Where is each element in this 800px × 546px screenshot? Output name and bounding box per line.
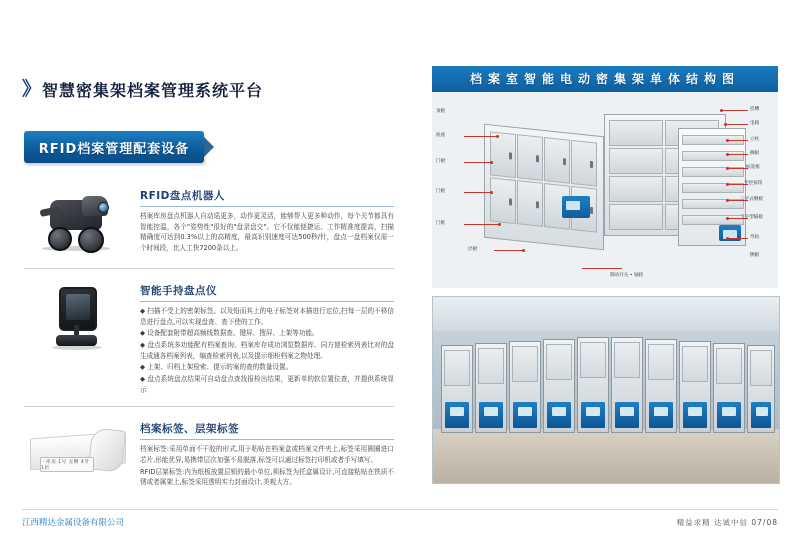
leader-dot bbox=[724, 123, 727, 126]
label-roll-icon bbox=[24, 419, 130, 491]
photo-cabinet bbox=[543, 339, 575, 433]
diagram-label: 制动开关 • 轴轮 bbox=[610, 273, 644, 278]
list-item-text bbox=[140, 306, 394, 395]
list-item-title: RFID盘点机器人 bbox=[140, 188, 394, 207]
diagram-label: 门板 bbox=[436, 159, 446, 164]
photo-cabinet bbox=[611, 337, 643, 433]
page-header bbox=[22, 78, 263, 101]
leader-line bbox=[464, 224, 500, 225]
diagram-label: 门板 bbox=[436, 189, 446, 194]
leader-line bbox=[728, 140, 748, 141]
diagram-label: 手控按钮 bbox=[744, 181, 763, 186]
photo-cabinet bbox=[441, 345, 473, 433]
diagram-label: 顶板 bbox=[436, 109, 446, 114]
diagram-label: 丁字型隔板 bbox=[740, 215, 763, 220]
leader-line bbox=[726, 124, 748, 125]
paragraph: ◆ 设备配套附带超高频线数据查、键屏、搜屏、上架等功能。 bbox=[140, 329, 319, 338]
page-title: 智慧密集架档案管理系统平台 bbox=[42, 81, 264, 100]
photo-cabinet bbox=[713, 343, 745, 433]
leader-dot bbox=[726, 139, 729, 142]
list-item-body bbox=[140, 419, 394, 491]
section-ribbon bbox=[24, 131, 204, 163]
diagram-label: 门框 bbox=[436, 221, 446, 226]
diagram-title: 档案室智能电动密集架单体结构图 bbox=[469, 72, 740, 86]
label-sample-text: 一库房 1号 左侧 4节 1层 bbox=[41, 459, 90, 471]
paragraph: ◆ 盘点系统多功能配有档案查询、档案库存成功浏览数据库、同方便检索列表比对的盘生成通各档案列表，编查检索列表,以及提示细柜档案之物处理。 bbox=[140, 341, 394, 360]
photo-cabinet bbox=[577, 337, 609, 433]
list-item-body bbox=[140, 186, 394, 258]
paragraph: 档案标签:采用单面不干胶的形式,用于粘贴在档案盒或档案文件夹上,标签采用圆圈进口芯片,形能优异,易携带层次加强不易脱落,标签可以通过标签打印机或者手写填写。 bbox=[140, 445, 394, 465]
diagram-label: 挂槽 bbox=[750, 107, 760, 112]
diagram-stage bbox=[432, 92, 778, 288]
paragraph: 档案库房盘点机器人自动巡更多，动作更灵活，能够帮人更多种动作，每个关节都具有智能控温，各个"姿势性"很好的"盘录盘交"。它不仅能便捷运、工作精准度提高，扫描精确度可达到0.3%以上的高精度，最高识别速度可达500秒/针，盘点一盘档案仅需一个时间段，比人工快7200条以上。 bbox=[140, 212, 394, 253]
leader-line bbox=[494, 250, 524, 251]
archive-room-photo bbox=[432, 296, 780, 484]
list-item-title: 档案标签、层架标签 bbox=[140, 421, 394, 440]
cabinet-front bbox=[484, 124, 604, 251]
footer-page: 精益求精 达诚中信 07/08 bbox=[676, 518, 778, 527]
diagram-label: 搁板 bbox=[750, 151, 760, 156]
leader-dot bbox=[726, 237, 729, 240]
handheld-scanner-icon bbox=[24, 281, 130, 353]
leader-line bbox=[464, 136, 498, 137]
leader-dot bbox=[720, 109, 723, 112]
list-item bbox=[24, 186, 394, 269]
leader-line bbox=[464, 162, 492, 163]
leader-dot bbox=[726, 217, 729, 220]
footer-company: 江西精达金属设备有限公司 bbox=[22, 518, 125, 528]
list-item bbox=[24, 281, 394, 407]
paragraph: ◆ 盘点系统盘点结果可自动盘点查找报检出结果，更新单的软位置位查，并提供系统显示 bbox=[140, 375, 394, 394]
control-panel[interactable] bbox=[562, 196, 590, 218]
leader-dot bbox=[490, 191, 493, 194]
leader-line bbox=[464, 192, 492, 193]
diagram-label: 导轨 bbox=[750, 235, 760, 240]
list-item-text bbox=[140, 444, 394, 488]
list-item-text bbox=[140, 211, 394, 254]
leader-line bbox=[582, 268, 622, 269]
leader-line bbox=[728, 154, 748, 155]
section-ribbon-label: RFID档案管理配套设备 bbox=[38, 141, 190, 157]
diagram-label: 底座 bbox=[436, 133, 446, 138]
leader-dot bbox=[726, 183, 729, 186]
leader-dot bbox=[726, 153, 729, 156]
leader-line bbox=[728, 238, 748, 239]
leader-line bbox=[728, 168, 748, 169]
photo-floor bbox=[433, 429, 779, 483]
photo-cabinet bbox=[645, 339, 677, 433]
footer-divider bbox=[22, 509, 778, 510]
leader-dot bbox=[522, 249, 525, 252]
diagram-label: 立柱 bbox=[750, 137, 760, 142]
photo-cabinet bbox=[475, 343, 507, 433]
photo-cabinet bbox=[679, 341, 711, 433]
photo-ceiling bbox=[433, 297, 779, 331]
leader-dot bbox=[496, 135, 499, 138]
leader-line bbox=[722, 110, 748, 111]
leader-dot bbox=[726, 199, 729, 202]
photo-cabinet bbox=[747, 345, 775, 433]
robot-icon bbox=[24, 186, 130, 258]
product-list bbox=[24, 186, 394, 513]
structure-diagram bbox=[432, 66, 778, 288]
chevron-right-icon: 》 bbox=[22, 79, 39, 100]
diagram-label: 电箱 bbox=[750, 121, 760, 126]
paragraph: ◆ 上架、归档上架检索、提示的案的查的数量设置。 bbox=[140, 363, 293, 372]
leader-dot bbox=[498, 223, 501, 226]
cabinet-shelving bbox=[678, 128, 746, 246]
diagram-label: 层板 bbox=[468, 247, 478, 252]
paragraph: RFID层架标签:内为纸板放置层锁的最小单位,须标签为托盒属设计,可直接粘贴在铁质不锈或者属架上,标签采用透明实力封面设计,美观大方。 bbox=[140, 467, 394, 487]
leader-dot bbox=[726, 167, 729, 170]
diagram-label: 标签框 bbox=[746, 165, 760, 170]
list-item-body bbox=[140, 281, 394, 396]
paragraph: ◆ 扫描不受上的密架标签。以及铅而其上的电子标签对本描进行定位,扫每一层的不移信息进行盘点,可以实现盘查、查下使的工作。 bbox=[140, 307, 394, 326]
list-item bbox=[24, 419, 394, 501]
leader-dot bbox=[490, 161, 493, 164]
list-item-title: 智能手持盘点仪 bbox=[140, 283, 394, 302]
diagram-label: 三字式侧板 bbox=[740, 197, 763, 202]
diagram-label: 侧板 bbox=[750, 253, 760, 258]
photo-cabinet bbox=[509, 341, 541, 433]
